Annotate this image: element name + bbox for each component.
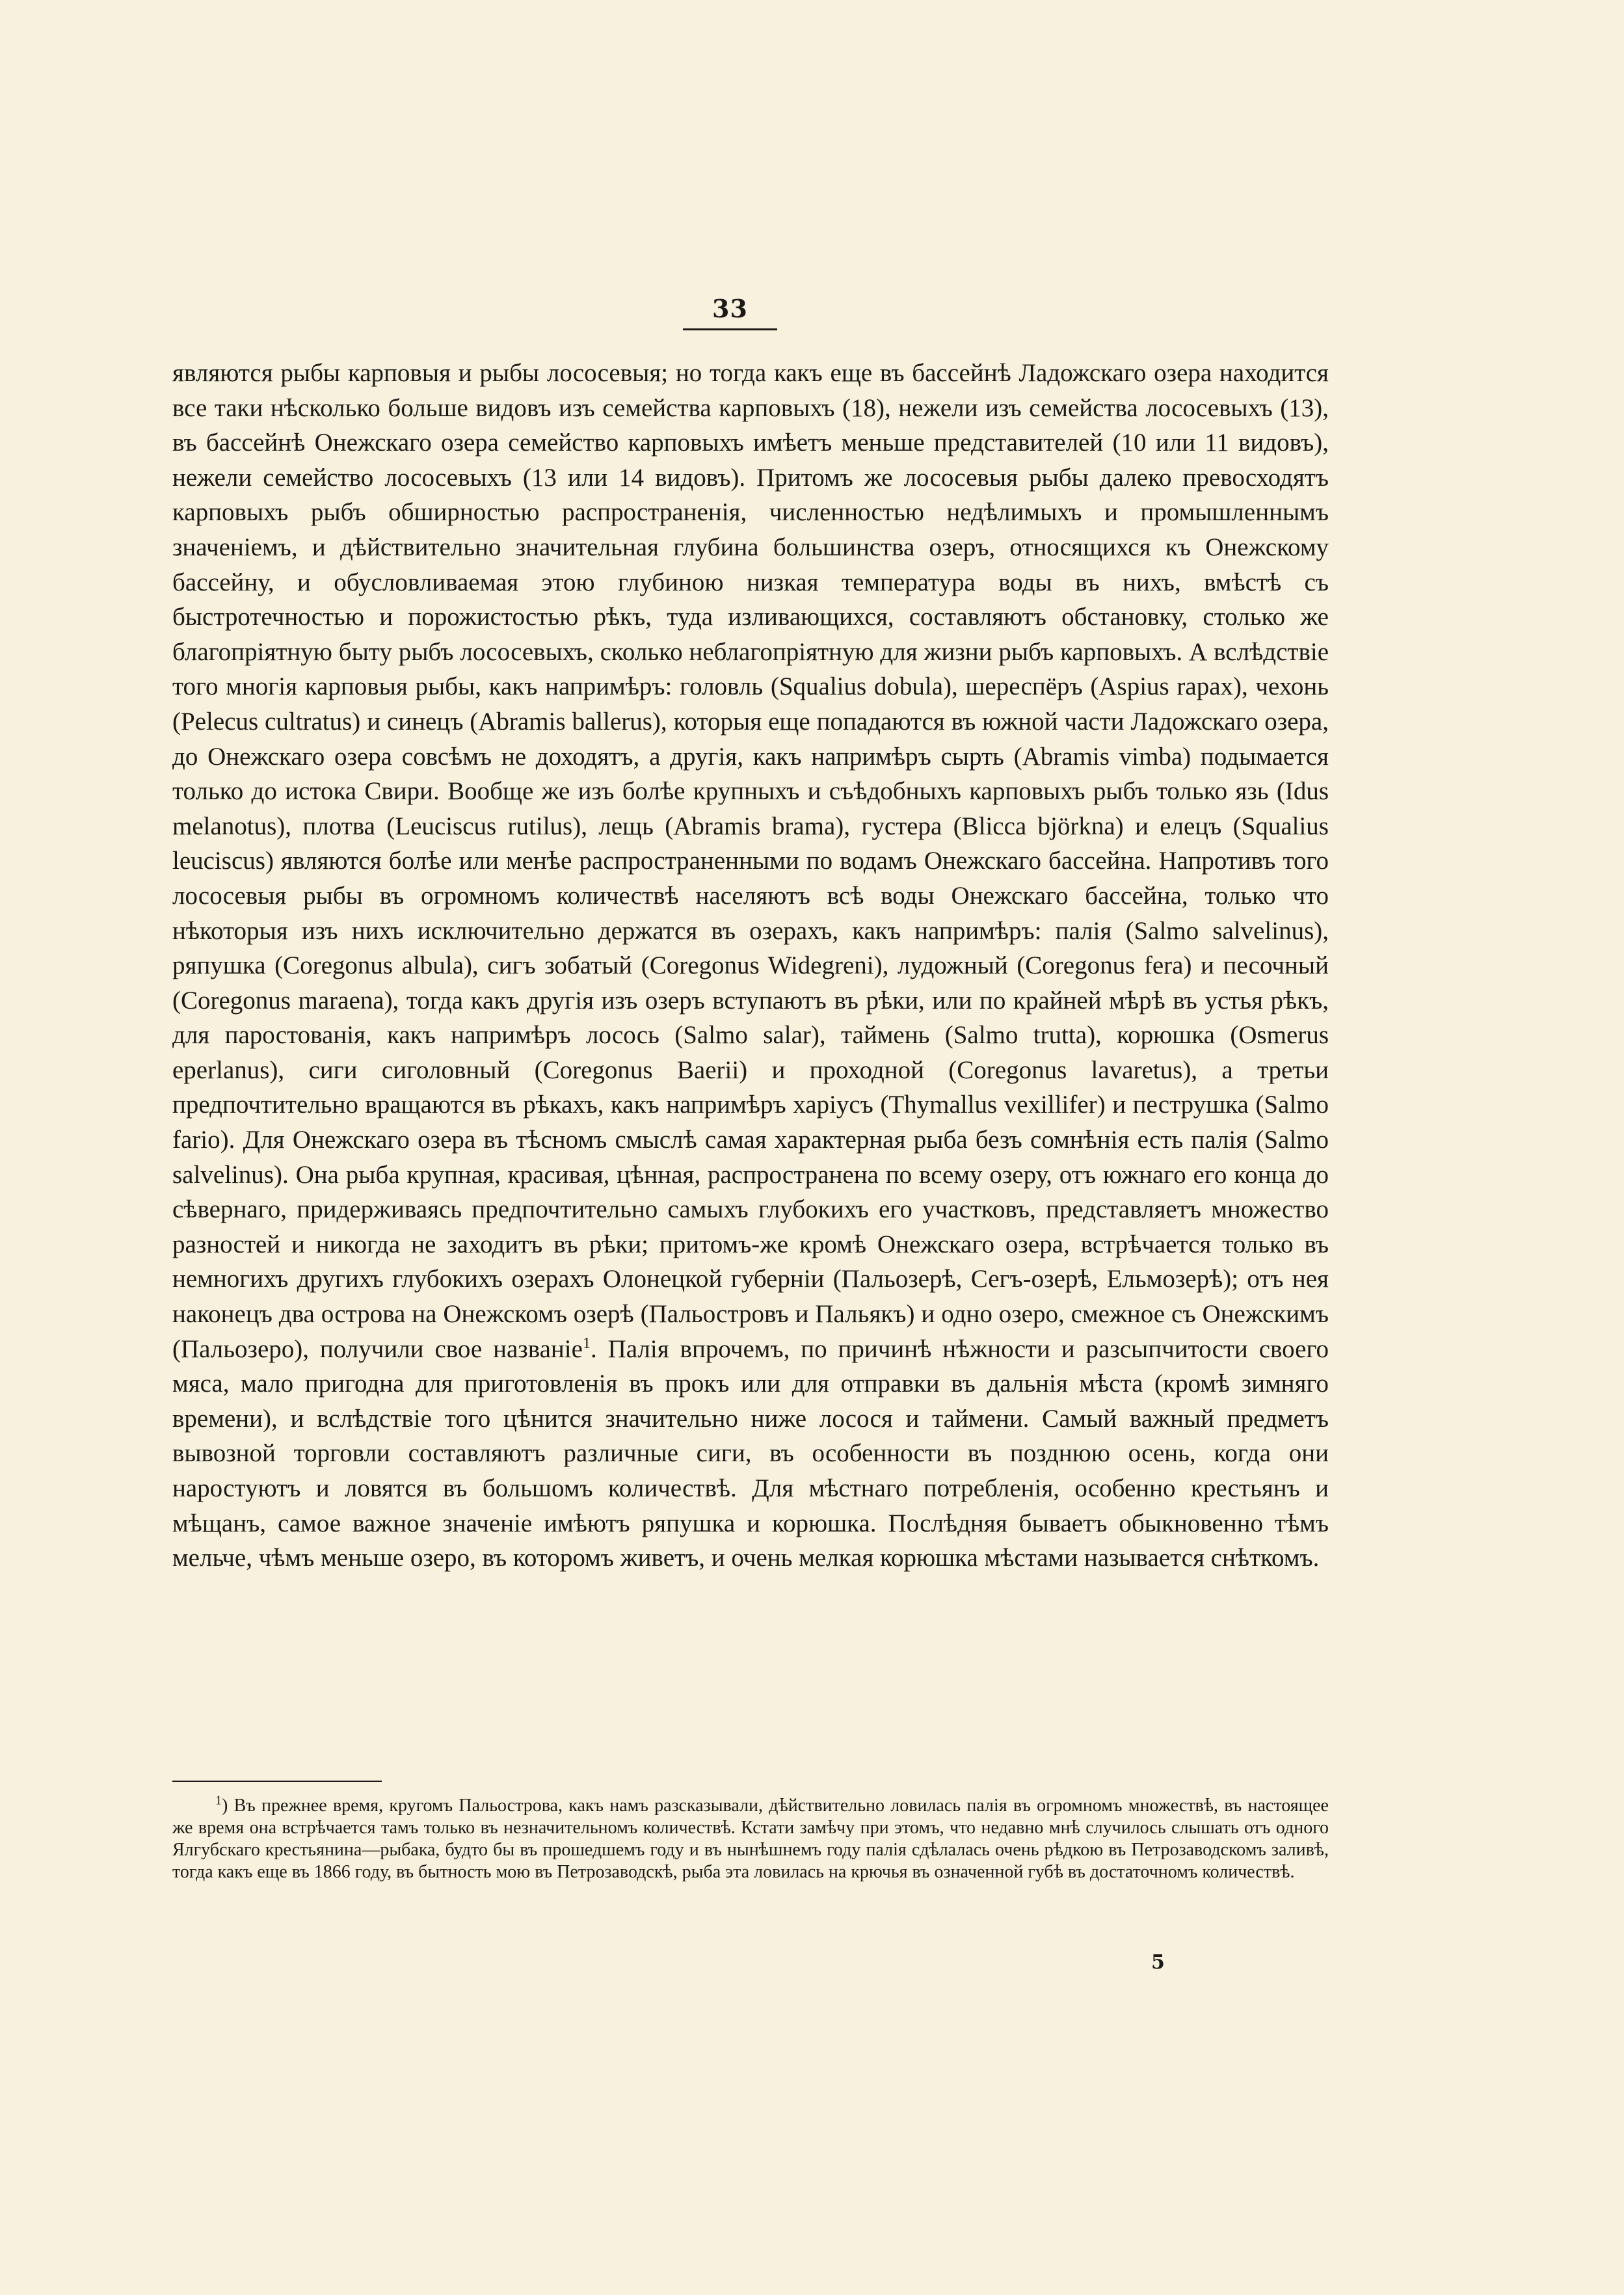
main-text: являются рыбы карповыя и рыбы лососевыя; но тогда какъ еще въ бассейнѣ Ладожскаго озера находится все таки нѣсколько больше видовъ изъ семейства карповыхъ (18), нежели изъ семейства лососевыхъ (13), въ бассейнѣ Онежскаго озера семейство карповыхъ имѣетъ меньше представителей (10 или 11 видовъ), нежели семейство лососевыхъ (13 или 14 видовъ). Притомъ же лососевыя рыбы далеко превосходятъ карповыхъ рыбъ обширностью распространенія, численностью недѣлимыхъ и промышленнымъ значеніемъ, и дѣйствительно значительная глубина большинства озеръ, относящихся къ Онежскому бассейну, и обусловливаемая этою глубиною низкая температура воды въ нихъ, вмѣстѣ съ быстротечностью и порожистостью рѣкъ, туда изливающихся, составляютъ обстановку, столько же благопріятную быту рыбъ лососевыхъ, сколько неблагопріятную для жизни рыбъ карповыхъ. А вслѣдствіе того многія карповыя рыбы, какъ напримѣръ: головль (Squalius dobula), шереспёръ (Aspius rapax), чехонь (Pelecus cultratus) и синецъ (Abramis ballerus), которыя еще попадаются въ южной части Ладожскаго озера, до Онежскаго озера совсѣмъ не доходятъ, а другія, какъ напримѣръ сырть (Abramis vimba) подымается только до истока Свири. Вообще же изъ болѣе крупныхъ и съѣдобныхъ карповыхъ рыбъ только язь (Idus melanotus), плотва (Leuciscus rutilus), лещь (Abramis brama), густера (Blicca björkna) и елецъ (Squalius leuciscus) являются болѣе или менѣе распространенными по водамъ Онежскаго бассейна. Напротивъ того лососевыя рыбы въ огромномъ количествѣ населяютъ всѣ воды Онежскаго бассейна, только что нѣкоторыя изъ нихъ исключительно держатся въ озерахъ, какъ напримѣръ: палія (Salmo salvelinus), ряпушка (Coregonus albula), сигъ зобатый (Coregonus Widegreni), лудожный (Coregonus fera) и песочный (Coregonus maraena), тогда какъ другія изъ озеръ вступаютъ въ рѣки, или по крайней мѣрѣ въ устья рѣкъ, для паростованія, какъ напримѣръ лосось (Salmo salar), таймень (Salmo trutta), корюшка (Osmerus eperlanus), сиги сиголовный (Coregonus Baerii) и проходной (Coregonus lavaretus), а третьи предпочтительно вращаются въ рѣкахъ, какъ напримѣръ харіусъ (Thymallus vexillifer) и пеструшка (Salmo fario). Для Онежскаго озера въ тѣсномъ смыслѣ самая характерная рыба безъ сомнѣнія есть палія (Salmo salvelinus). Она рыба крупная, красивая, цѣнная, распространена по всему озеру, отъ южнаго его конца до сѣвернаго, придерживаясь предпочтительно самыхъ глубокихъ его участковъ, представляетъ множество разностей и никогда не заходитъ въ рѣки; притомъ-же кромѣ Онежскаго озера, встрѣчается только въ немногихъ другихъ глубокихъ озерахъ Олонецкой губерніи (Пальозерѣ, Сегъ-озерѣ, Ельмозерѣ); отъ нея наконецъ два острова на Онежскомъ озерѣ (Пальостровъ и Пальякъ) и одно озеро, смежное съ Онежскимъ (Пальозеро), получили свое названіе <box>172 359 1329 1363</box>
page-number: 33 <box>712 294 748 323</box>
footnote-text: ) Въ прежнее время, кругомъ Пальострова, какъ намъ разсказывали, дѣйствительно ловилась палія въ огромномъ множествѣ, въ настоящее же время она встрѣчается тамъ только въ незначительномъ количествѣ. Кстати замѣчу при этомъ, что недавно мнѣ случилось слышать отъ одного Ялгубскаго крестьянина—рыбака, будто бы въ прошедшемъ году и въ нынѣшнемъ году палія сдѣлалась очень рѣдкою въ Петрозаводскомъ заливѣ, тогда какъ еще въ 1866 году, въ бытность мою въ Петрозаводскѣ, рыба эта ловилась на крючья въ означенной губѣ въ достаточномъ количествѣ. <box>172 1796 1329 1882</box>
signature-mark: 5 <box>1151 1951 1165 1974</box>
footnote-separator <box>172 1781 382 1782</box>
footnote-reference: 1 <box>582 1334 591 1352</box>
main-text-end: . Палія впрочемъ, по причинѣ нѣжности и разсыпчитости своего мяса, мало пригодна для приготовленія въ прокъ или для отправки въ дальнія мѣста (кромѣ зимняго времени), и вслѣдствіе того цѣнится значительно ниже лосося и таймени. Самый важный предметъ вывозной торговли составляютъ различные сиги, въ особенности въ позднюю осень, когда они наростуютъ и ловятся въ большомъ количествѣ. Для мѣстнаго потребленія, особенно крестьянъ и мѣщанъ, самое важное значеніе имѣютъ ряпушка и корюшка. Послѣдняя бываетъ обыкновенно тѣмъ мельче, чѣмъ меньше озеро, въ которомъ живетъ, и очень мелкая корюшка мѣстами называется снѣткомъ. <box>172 1334 1329 1572</box>
main-paragraph <box>172 356 1329 1576</box>
footnote-mark: 1 <box>215 1793 222 1808</box>
page-number-underline <box>683 328 777 330</box>
footnote <box>172 1795 1329 1883</box>
